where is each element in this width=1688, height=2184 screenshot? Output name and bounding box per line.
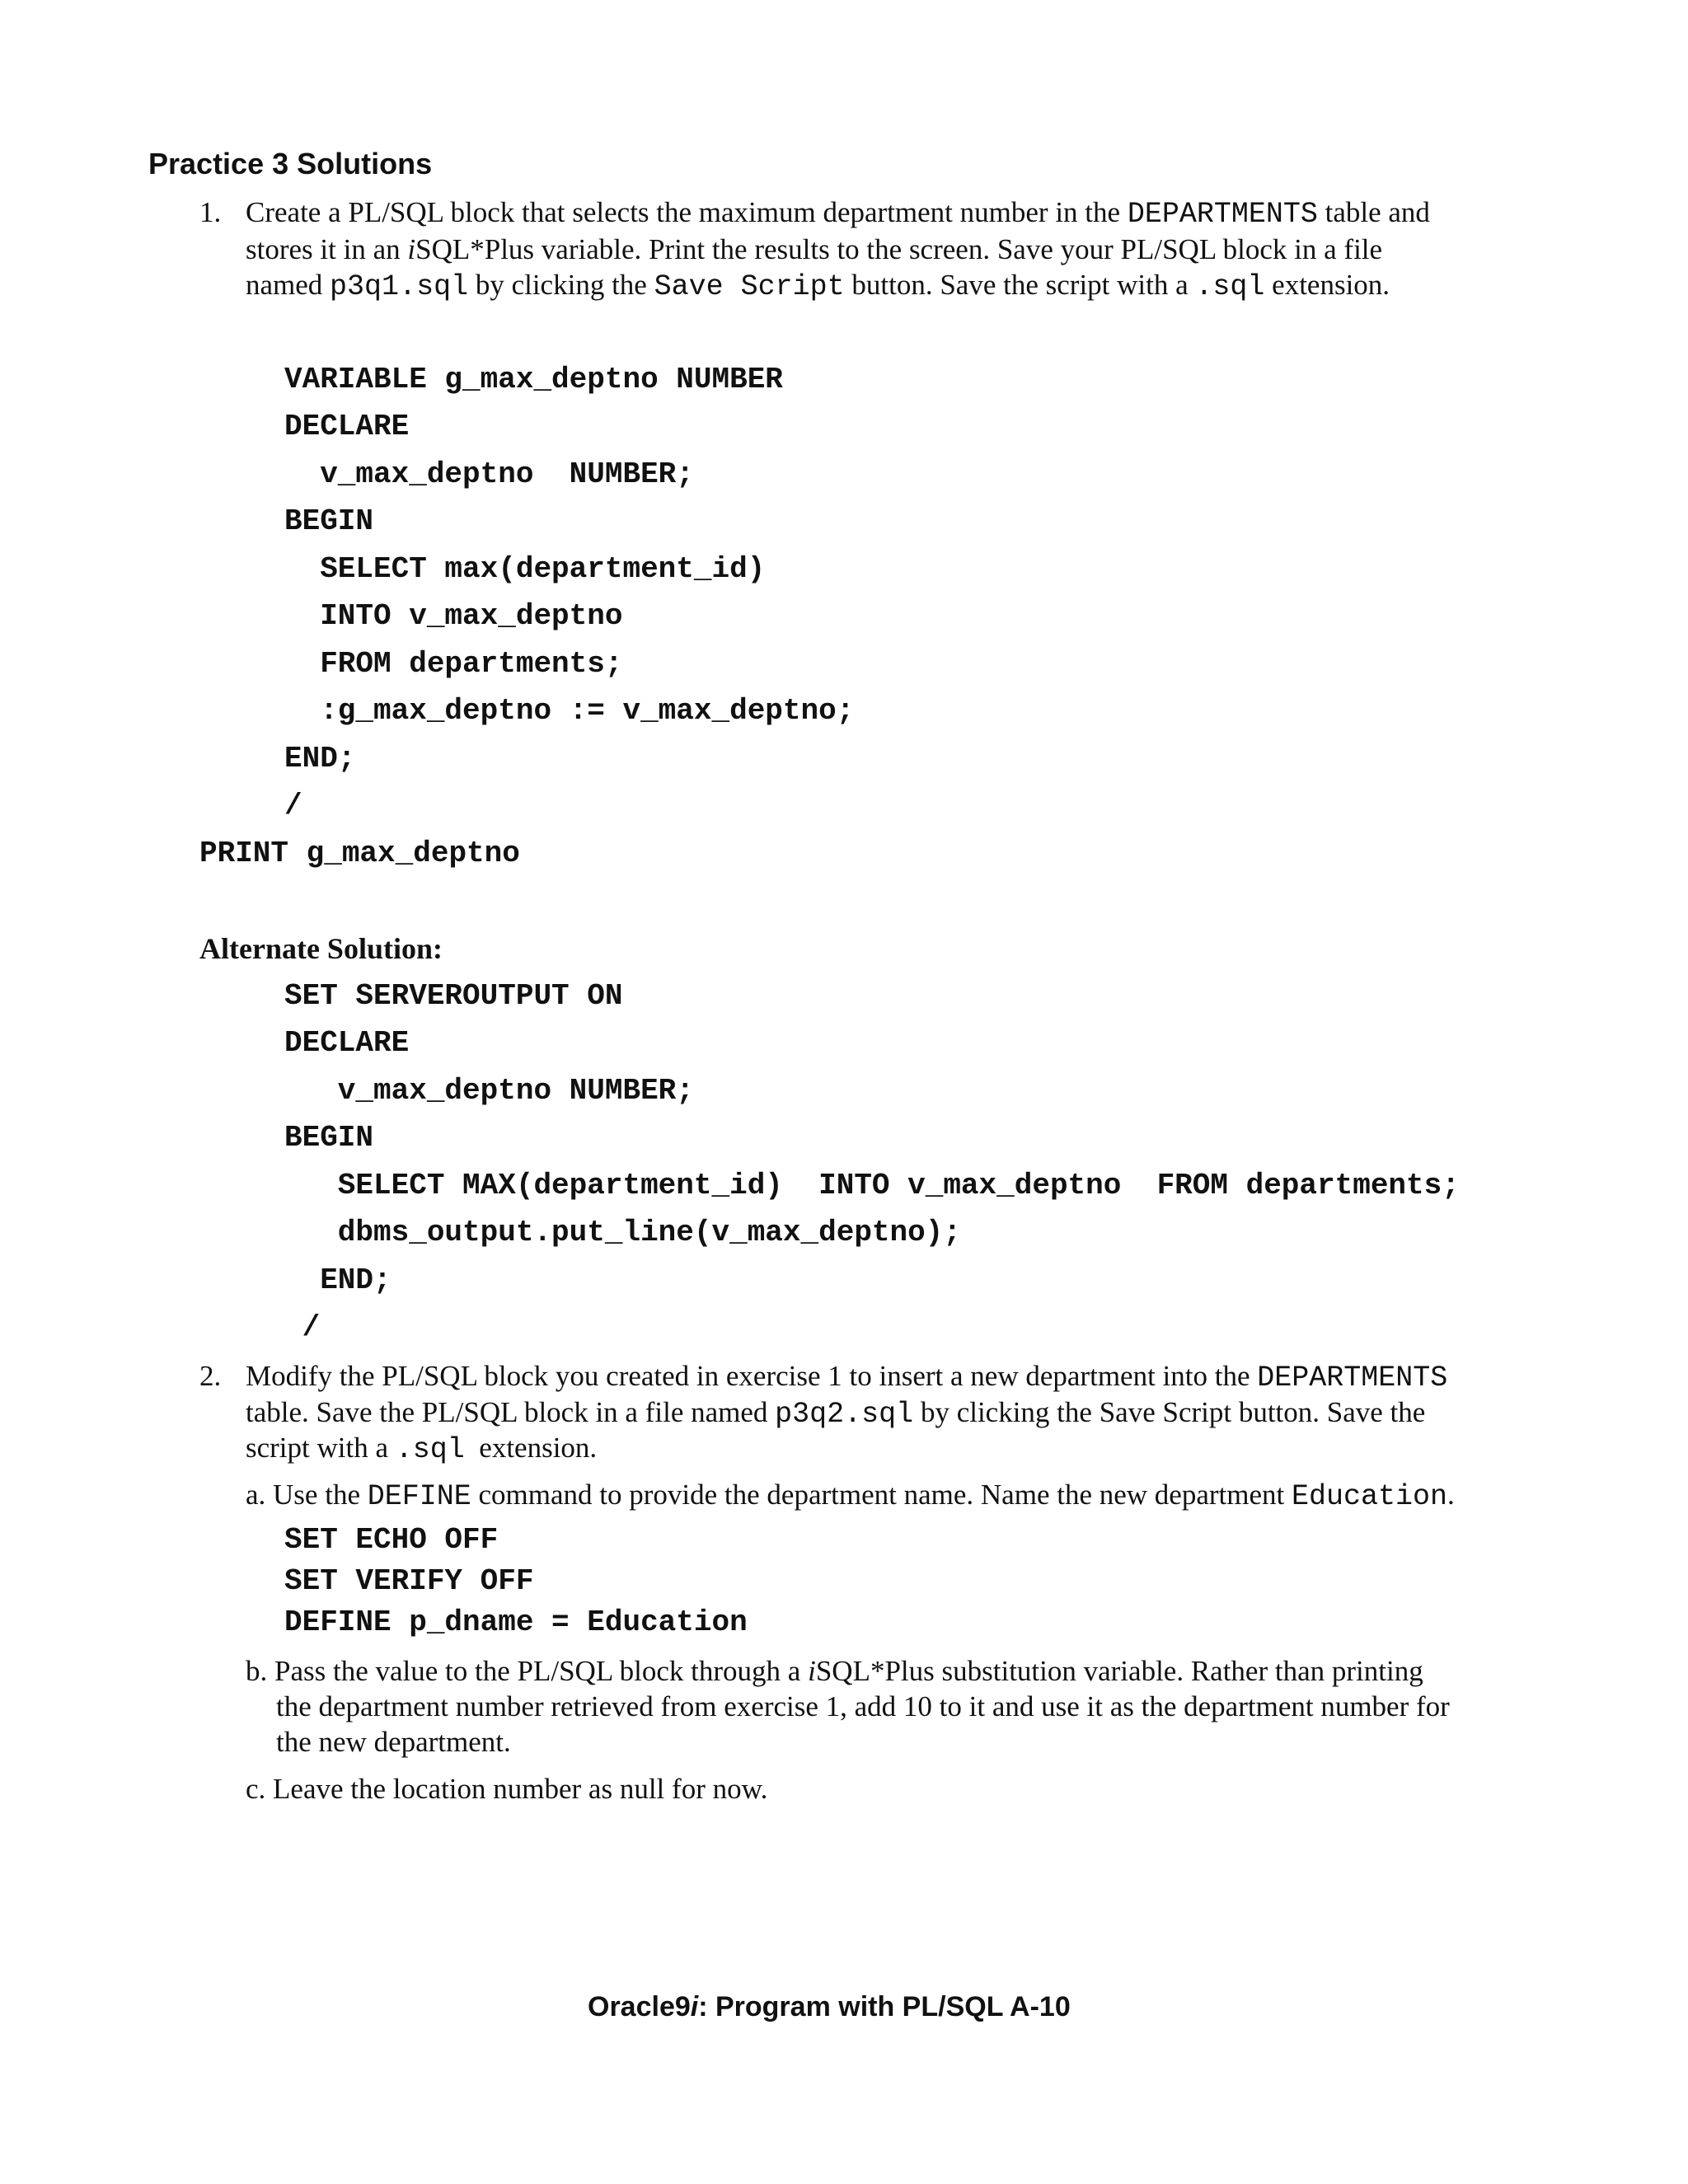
code-line: SET SERVEROUTPUT ON xyxy=(284,979,623,1013)
code-line: END; xyxy=(284,742,356,776)
q1-number: 1. xyxy=(199,196,222,228)
q1-line-1: Create a PL/SQL block that selects the maximum department number in the DEPARTMENTS table and xyxy=(246,196,1430,231)
code-line: END; xyxy=(284,1263,392,1297)
code-line: SELECT MAX(department_id) INTO v_max_deptno FROM departments; xyxy=(284,1169,1460,1202)
q1-line-3: named p3q1.sql by clicking the Save Script button. Save the script with a .sql extension. xyxy=(246,269,1390,303)
code-line: FROM departments; xyxy=(284,647,623,681)
code-line: VARIABLE g_max_deptno NUMBER xyxy=(284,363,783,396)
code-line: DECLARE xyxy=(284,1026,410,1060)
code-line: INTO v_max_deptno xyxy=(284,599,623,633)
page-footer: Oracle9i: Program with PL/SQL A-10 xyxy=(588,1991,1071,2022)
q2b-line-2: the department number retrieved from exercise 1, add 10 to it and use it as the department number for xyxy=(276,1690,1450,1722)
code-line: SELECT max(department_id) xyxy=(284,552,766,586)
alternate-solution-heading: Alternate Solution: xyxy=(199,932,443,965)
q2-line-1: Modify the PL/SQL block you created in exercise 1 to insert a new department into the DEPARTMENTS xyxy=(246,1360,1448,1394)
code-line: DEFINE p_dname = Education xyxy=(284,1605,748,1639)
q2b-line-1: b. Pass the value to the PL/SQL block through a iSQL*Plus substitution variable. Rather than printing xyxy=(246,1655,1423,1687)
code-line: :g_max_deptno := v_max_deptno; xyxy=(284,694,855,728)
q2b-line-3: the new department. xyxy=(276,1726,511,1758)
code-line: / xyxy=(284,1310,321,1344)
page-title: Practice 3 Solutions xyxy=(148,147,433,180)
code-line: / xyxy=(284,789,302,823)
q2c-line: c. Leave the location number as null for now. xyxy=(246,1773,768,1805)
code-line: v_max_deptno NUMBER; xyxy=(284,457,694,491)
q2a-line: a. Use the DEFINE command to provide the department name. Name the new department Education. xyxy=(246,1479,1455,1513)
q2-number: 2. xyxy=(199,1360,222,1392)
code-line: BEGIN xyxy=(284,1121,374,1155)
code-line: dbms_output.put_line(v_max_deptno); xyxy=(284,1216,961,1249)
code-line: v_max_deptno NUMBER; xyxy=(284,1074,694,1108)
q2-line-3: script with a .sql extension. xyxy=(246,1432,598,1466)
print-line: PRINT g_max_deptno xyxy=(199,837,520,870)
code-line: SET VERIFY OFF xyxy=(284,1564,534,1598)
code-line: BEGIN xyxy=(284,504,374,538)
code-line: SET ECHO OFF xyxy=(284,1523,499,1557)
code-line: DECLARE xyxy=(284,410,410,443)
q2-line-2: table. Save the PL/SQL block in a file named p3q2.sql by clicking the Save Script button. Save the xyxy=(246,1396,1426,1431)
q1-line-2: stores it in an iSQL*Plus variable. Print the results to the screen. Save your PL/SQL block in a file xyxy=(246,233,1383,265)
